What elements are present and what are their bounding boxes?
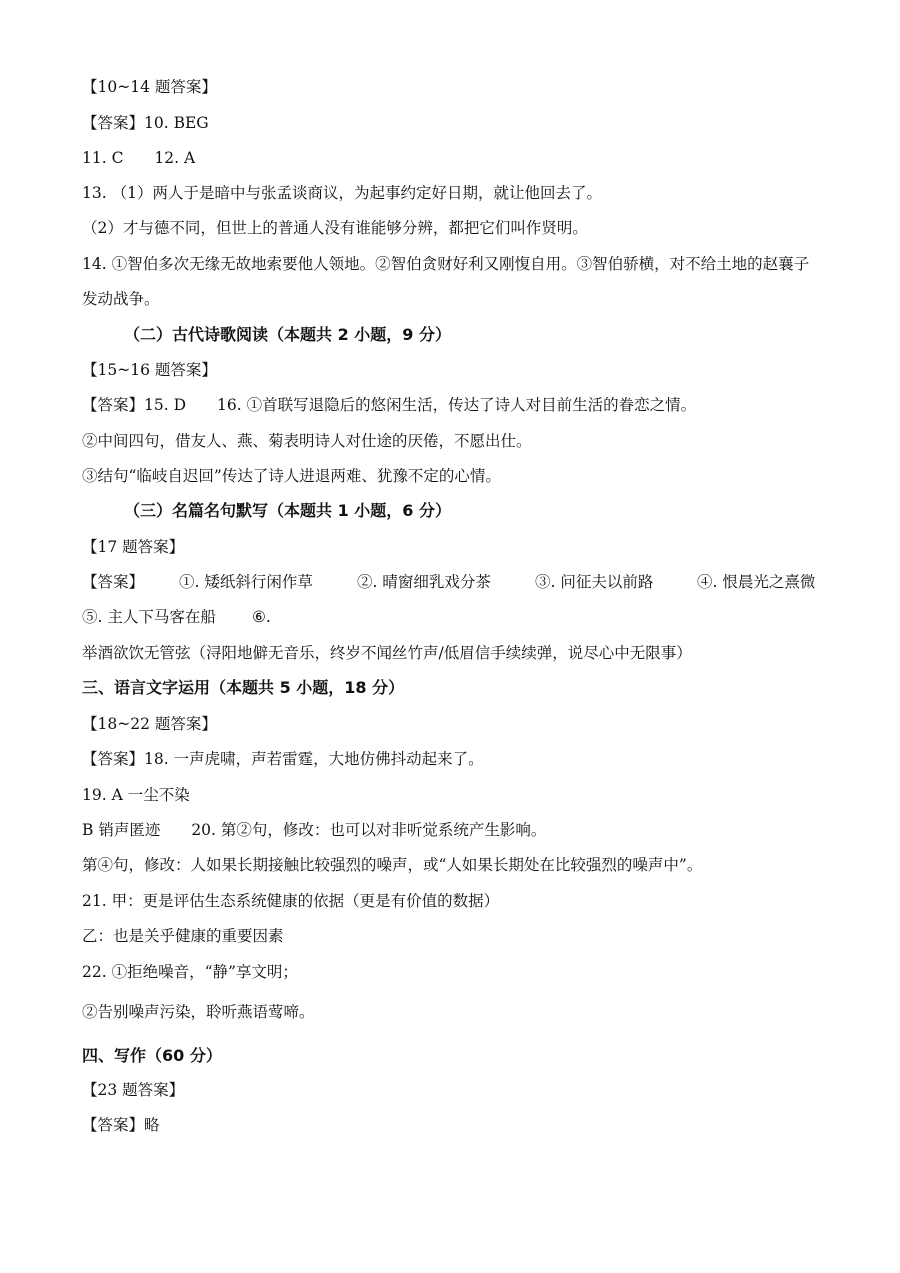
dictation-item-1: ①. 矮纸斜行闲作草: [179, 573, 313, 591]
dictation-item-2: ②. 晴窗细乳戏分茶: [357, 573, 491, 591]
dictation-item-6: ⑥.: [252, 608, 271, 626]
answer-line-22-1: 22. ①拒绝噪音，“静”享文明；: [82, 963, 298, 981]
answer-line-14-cont: 发动战争。: [82, 290, 160, 308]
answer-block-label-18-22: 【18~22 题答案】: [82, 715, 217, 733]
answer-line-16-3: ③结句“临岐自迟回”传达了诗人进退两难、犹豫不定的心情。: [82, 467, 501, 485]
answer-line-14: 14. ①智伯多次无缘无故地索要他人领地。②智伯贪财好利又刚愎自用。③智伯骄横，对不给土地的赵襄子: [82, 255, 810, 273]
dictation-item-4: ④. 恨晨光之熹微: [697, 573, 816, 591]
answer-line-20-2: 第④句，修改：人如果长期接触比较强烈的噪声，或“人如果长期处在比较强烈的噪声中”。: [82, 856, 703, 874]
answer-line-17-row3: 举酒欲饮无管弦（浔阳地僻无音乐，终岁不闻丝竹声/低眉信手续续弹，说尽心中无限事）: [82, 644, 692, 662]
answer-line-18: 【答案】18. 一声虎啸，声若雷霆，大地仿佛抖动起来了。: [82, 750, 484, 768]
section-heading-language: 三、语言文字运用（本题共 5 小题，18 分）: [82, 678, 405, 697]
answer-block-label-10-14: 【10~14 题答案】: [82, 78, 217, 96]
answer-block-label-15-16: 【15~16 题答案】: [82, 361, 217, 379]
answer-line-21-1: 21. 甲：更是评估生态系统健康的依据（更是有价值的数据）: [82, 892, 500, 910]
answer-line-21-2: 乙：也是关乎健康的重要因素: [82, 927, 284, 945]
answer-line-11-12: 11. C 12. A: [82, 149, 196, 167]
dictation-item-5: ⑤. 主人下马客在船: [82, 608, 216, 626]
answer-line-16-2: ②中间四句，借友人、燕、菊表明诗人对仕途的厌倦，不愿出仕。: [82, 432, 532, 450]
section-heading-dictation: （三）名篇名句默写（本题共 1 小题，6 分）: [124, 501, 451, 520]
answer-line-17-row1: [82, 572, 815, 592]
answer-line-13-2: （2）才与德不同，但世上的普通人没有谁能够分辨，都把它们叫作贤明。: [82, 219, 588, 237]
answer-line-17-row2: [82, 607, 271, 627]
answer-prefix: 【答案】: [82, 573, 145, 591]
answer-block-label-17: 【17 题答案】: [82, 538, 185, 556]
answer-line-23: 【答案】略: [82, 1116, 160, 1134]
answer-line-19b-20: B 销声匿迹 20. 第②句，修改：也可以对非听觉系统产生影响。: [82, 821, 547, 839]
answer-block-label-23: 【23 题答案】: [82, 1081, 185, 1099]
answer-line-15-16: 【答案】15. D 16. ①首联写退隐后的悠闲生活，传达了诗人对目前生活的眷恋之情。: [82, 396, 697, 414]
dictation-item-3: ③. 问征夫以前路: [535, 573, 654, 591]
section-heading-writing: 四、写作（60 分）: [82, 1046, 222, 1065]
answer-line-10: 【答案】10. BEG: [82, 114, 209, 132]
answer-line-22-2: ②告别噪声污染，聆听燕语莺啼。: [82, 1003, 315, 1021]
section-heading-poetry: （二）古代诗歌阅读（本题共 2 小题，9 分）: [124, 325, 451, 344]
answer-line-19a: 19. A 一尘不染: [82, 786, 190, 804]
answer-line-13-1: 13. （1）两人于是暗中与张孟谈商议，为起事约定好日期，就让他回去了。: [82, 184, 602, 202]
